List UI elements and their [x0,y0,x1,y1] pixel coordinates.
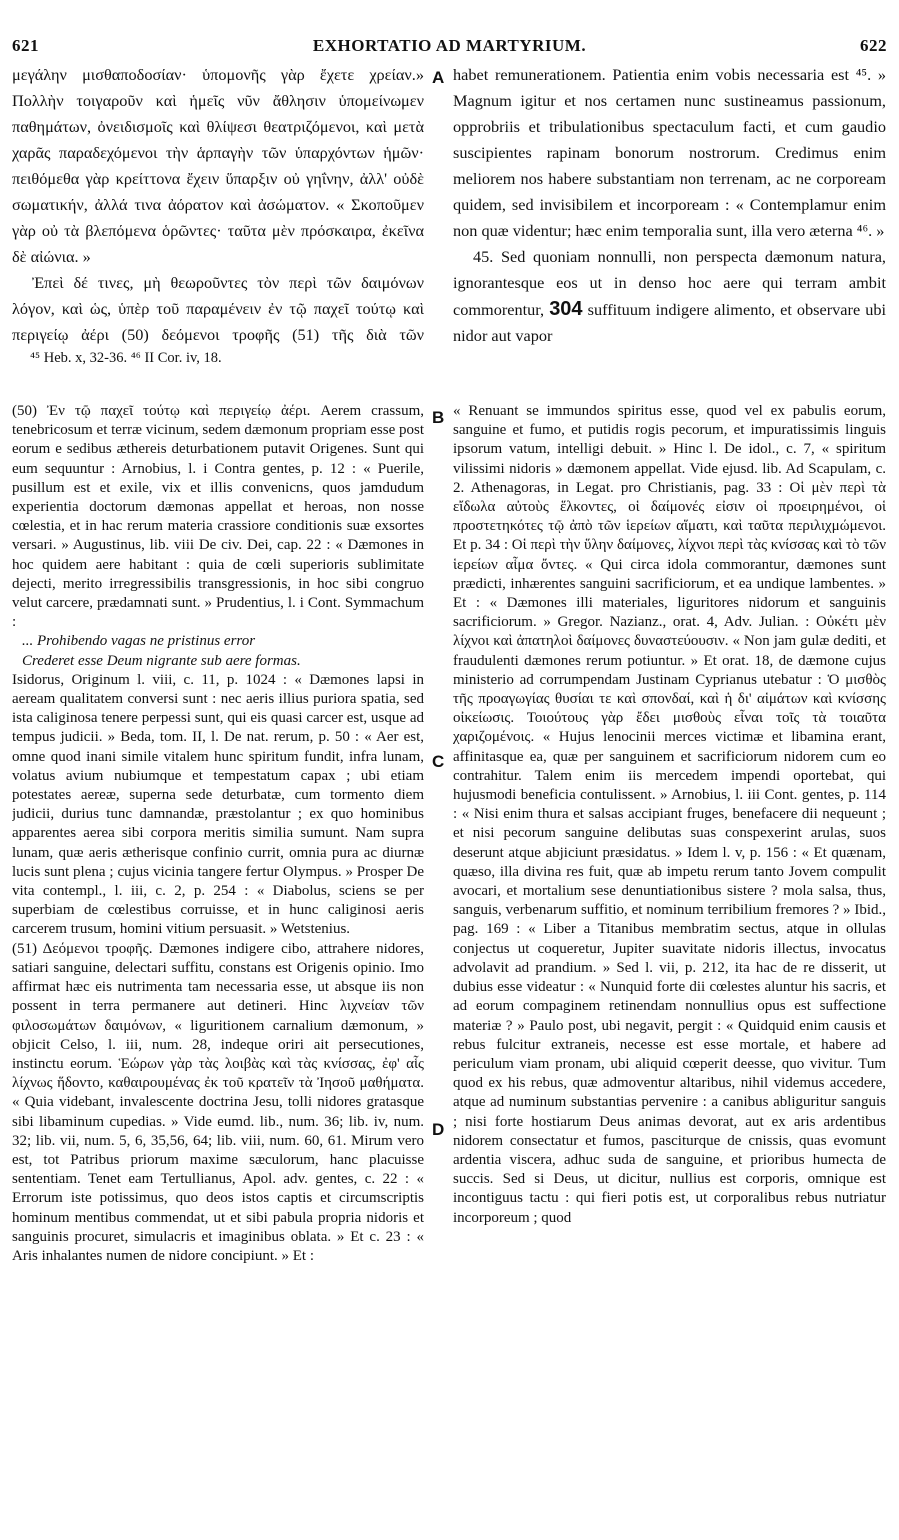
marginal-page-number: 304 [549,298,583,320]
left-page-number: 621 [12,36,39,55]
footnotes-left [12,402,424,1530]
latin-paragraph-2-end: suffituum indigere alimento, et observare ubi nidor aut vapor [453,300,886,345]
greek-paragraph-2: Ἐπεὶ δέ τινες, μὴ θεωροῦντες τὸν περὶ τῶν δαιμόνων λόγον, καὶ ὡς, ὑπὲρ τοῦ παραμένειν ἐν τῷ παχεῖ τούτῳ καὶ περιγείῳ ἀέρι (50) δεόμενοι τροφῆς (51) τῆς διὰ τῶν [12,273,424,344]
marker-b: B [432,408,445,427]
marker-c: C [432,752,445,771]
verse-line-2: Crederet esse Deum nigrante sub aere formas. [22,652,301,669]
footnote-51-continued: « Renuant se immundos spiritus esse, quod vel ex pabulis eorum, sanguine et fumo, et putidis rogis pecorum, et impuratissimis linguis ipsorum vatum, intelligi debuit. » Hinc l. De idol., c. 7, « spiritum vilissimi nidoris » dæmonem appellat. Vide ejusd. lib. Ad Scapulam, c. 2. Athenagoras, in Legat. pro Christianis, pag. 33 : Οἱ μὲν περὶ τὰ εἴδωλα αὐτοὺς ἕλκοντες, οἱ δαίμονές εἰσιν οἱ προειρημένοι, οἱ προστετηκότες τῷ ἀπὸ τῶν ἱερείων αἵματι, καὶ ταῦτα περιλιχμώμενοι. Et p. 34 : Οἱ περὶ τὴν ὕλην δαίμονες, λίχνοι περὶ τὰς κνίσσας καὶ τὸ τῶν ἱερείων αἷμα ὄντες. « Qui circa idola commorantur, dæmones sunt prædicti, inhærentes sanguini sacrificiorum, et ea undique lambentes. » Et : « Dæmones illi materiales, liguritores nidorum et sanguinis sacrificiorum. » Gregor. Nazianz., orat. 4, Adv. Julian. : Οὐκέτι μὲν λίχνοι καὶ ἀπατηλοὶ δαίμονες δυναστεύουσιν. « Non jam gulæ dediti, et fraudulenti dæmones rerum potiuntur. » Et orat. 18, de dæmone cujus ministerio ad corrumpendam Justinam Cyprianus utebatur : Ὁ μισθὸς τῆς προαγωγίας θυσίαι τε καὶ σπονδαί, καὶ ἡ δι' αἱμάτων καὶ κνίσσης οἰκείωσις. Τοιούτους γὰρ ἔδει μισθοὺς εἶναι τοῖς τὰ τοιαῦτα χαριζομένοις. « Hujus lenocinii merces victimæ et libamina erant, affinitasque ea, quæ per sanguinem et sacrificiorum nidorem cum eo contrahitur. Talem enim iis mercedem impendi oportebat, qui hujusmodi beneficia contulissent. » Arnobius, l. iii Cont. gentes, p. 114 : « Nisi enim thura et salsas accipiant fruges, benefacere dii nequeunt ; et nisi pecorum sanguine delibutas suas conspexerint arulas, suos deserunt atque abjiciunt præsidatus. » Idem l. v, p. 156 : « Et quænam, quæso, illa divina res fuit, quæ ab impetu rerum tanto Jovem compulit avocari, et mortalium sese denuntiationibus sistere ? mola salsa, thus, sanguis, verbenarum suffitio, et nominum terribilium fremores ? » Ibid., pag. 169 : « Liber a Titanibus membratim sectus, atque in ollulas conjectus ut coqueretur, Jupiter suavitate nidoris illectus, invocatus advolavit ad prandium. » Sed l. vii, p. 212, ita hac de re disserit, ut dubius esse videatur : « Nunquid forte dii cœlestes aluntur his sacris, et ad eorum compaginem retinendam nonnullius opus est suffectione materiæ ? » Paulo post, ubi negavit, pergit : « Quidquid enim causis et rebus fulcitur extraneis, necesse est esse mortale, et habere ad periculum viam pronam, ubi aliquid cœperit deesse, quo vivitur. Tum quod ex his rebus, quæ admoventur altaribus, nihil videmus accedere, atque ad numinum substantias pervenire : a canibus abliguritur sanguis ; nisi forte hostiarum Deus animas devorat, aut ex aris ardentibus nidorem consectatur et fumos, pasciturque de cnissis, quas evomunt ardentia viscera, adhuc suda de sanguine, et prioribus humecta de succis. Sed si Deus, ut dicitur, nullius est corporis, omnique est incontiguus tactu : qui fieri potis est, ut corporalibus rebus nutriatur incorporeum ; quod [453,403,886,1226]
latin-paragraph-2 [453,244,886,349]
scripture-references: ⁴⁵ Heb. x, 32-36. ⁴⁶ II Cor. iv, 18. [30,350,222,366]
running-title: EXHORTATIO AD MARTYRIUM. [312,36,587,55]
footnotes-right [453,402,886,1530]
greek-main-text [12,62,424,350]
footnote-50-continued: Isidorus, Originum l. viii, c. 11, p. 1024 : « Dæmones lapsi in aeream qualitatem conversi sunt : nec aeris illius puriora spatia, sed ista caliginosa tenere perpessi sunt, qui eis quasi carcer est, usque ad tempus judicii. » Beda, tom. II, l. De nat. rerum, p. 50 : « Aer est, omne quod inani simile vitalem hunc spiritum fundit, infra lunam, volatus avium nubiumque et tempestatum capax ; ubi etiam potestates aereæ, superna sede deturbatæ, cum tormento diem judicii, durius tunc damnandæ, præstolantur ; ex quo hominibus apparentes aerea sibi corpora meritis similia sumunt. Nam supra lunam, quæ aeris ætherisque confinio currit, omnia pura ac diurnæ lucis sunt plena ; cujus vicinia tangere fertur Olympus. » Prosper De vita contempl., l. iii, c. 2, p. 254 : « Diabolus, sciens se per superbiam de cœlestibus corruisse, et in hunc caliginosi aeris carcerem trusum, homini vitium persuasit. » Wetstenius. [12,671,424,938]
running-header [12,36,887,60]
marker-d: D [432,1120,445,1139]
footnote-50: (50) Ἐν τῷ παχεῖ τούτῳ καὶ περιγείῳ ἀέρι. Aerem crassum, tenebricosum et terræ vicinum, sedem dæmonum propriam esse post eorum e sedibus æthereis deturbationem putavit Origenes. Sunt qui eum sequuntur : Arnobius, l. i Contra gentes, p. 12 : « Puerile, pusillum est et exile, vix et illis convenicns, quos jamdudum experientia doctorum dæmonas appellat et heroas, non nosse cœlestia, et in hac rerum materia crassiore conditionis suæ exsortes versari. » Augustinus, lib. viii De civ. Dei, cap. 22 : « Dæmones in hoc quidem aere habitant : quia de cœli superioris sublimitate dejecti, merito irregressibilis transgressionis, in hoc sibi congruo velut carcere, prædamnati sunt. » Prudentius, l. i Cont. Symmachum : [12,403,424,631]
latin-main-text [453,62,886,374]
latin-paragraph-1: habet remunerationem. Patientia enim vobis necessaria est ⁴⁵. » Magnum igitur et nos certamen nunc sustineamus passionum, opprobriis et tribulationibus spectaculum facti, et cum gaudio suscipientes rapinam bonorum nostrorum. Credimus enim meliorem nos habere substantiam non terrenam, ac ne corpoream quidem, sed invisibilem et incorpoream : « Contemplamur enim non quæ videntur; hæc enim temporalia sunt, illa vero æterna ⁴⁶. » [453,65,886,240]
verse-line-1: ... Prohibendo vagas ne pristinus error [22,633,256,650]
marker-a: A [432,68,445,87]
right-page-number: 622 [860,36,887,55]
greek-paragraph-1: μεγάλην μισθαποδοσίαν· ὑπομονῆς γὰρ ἔχετε χρείαν.» Πολλὴν τοιγαροῦν καὶ ἡμεῖς νῦν ἄθλησιν ὑπομείνωμεν παθημάτων, ὀνειδισμοῖς καὶ θλίψεσι θεατριζόμενοι, καὶ μετὰ χαρᾶς παραδεχόμενοι τὴν ἁρπαγὴν τῶν ὑπαρχόντων ἡμῶν· πειθόμεθα γὰρ κρείττονα ἔχειν ὕπαρξιν οὐ γηΐνην, ἀλλ' οὐδὲ σωματικήν, ἀλλά τινα ἀόρατον καὶ ἀσώματον. « Σκοποῦμεν γὰρ οὐ τὰ βλεπόμενα ὁρῶντες· ταῦτα μὲν πρόσκαιρα, ἐκεῖνα δὲ αἰώνια. » [12,65,424,266]
latin-paragraph-2-start: 45. Sed quoniam nonnulli, non perspecta dæmonum natura, ignorantesque eos ut in denso hoc aere qui terram ambit commorentur, [453,247,886,319]
footnote-51: (51) Δεόμενοι τροφῆς. Dæmones indigere cibo, attrahere nidores, satiari sanguine, delectari suffitu, constans est Origenis opinio. Imo affirmat hæc eis nutrimenta tam necessaria esse, ut absque iis non possent in terra permanere aut detineri. Hinc λιχνείαν τῶν φιλοσωμάτων δαιμόνων, « liguritionem carnalium dæmonum, » objicit Celso, l. iii, num. 28, indeque oriri ait persecutiones, instinctu eorum. Ἑώρων γὰρ τὰς λοιβὰς καὶ τὰς κνίσσας, ἐφ' αἷς λίχνως ἥδοντο, καθαιρουμένας ἐκ τοῦ κρατεῖν τὰ Ἰησοῦ μαθήματα. « Quia videbant, invalescente doctrina Jesu, tolli nidores gratasque sibi libaminum cupedias. » Vide eumd. lib., num. 36; lib. iv, num. 32; lib. vii, num. 5, 6, 35,56, 64; lib. viii, num. 60, 61. Mirum vero est, tot Patribus priorum maxime sæculorum, hanc placuisse sententiam. Tenet eam Tertullianus, Apol. adv. gentes, c. 22 : « Errorum iste potissimus, quo deos istos captis et circumscriptis hominum mentibus commendat, ut et sibi pabula propria nidoris et sanguinis procuret, simulacris et imaginibus oblata. » Et c. 23 : « Aris inhalantes numen de nidore concipiunt. » Et : [12,940,424,1264]
